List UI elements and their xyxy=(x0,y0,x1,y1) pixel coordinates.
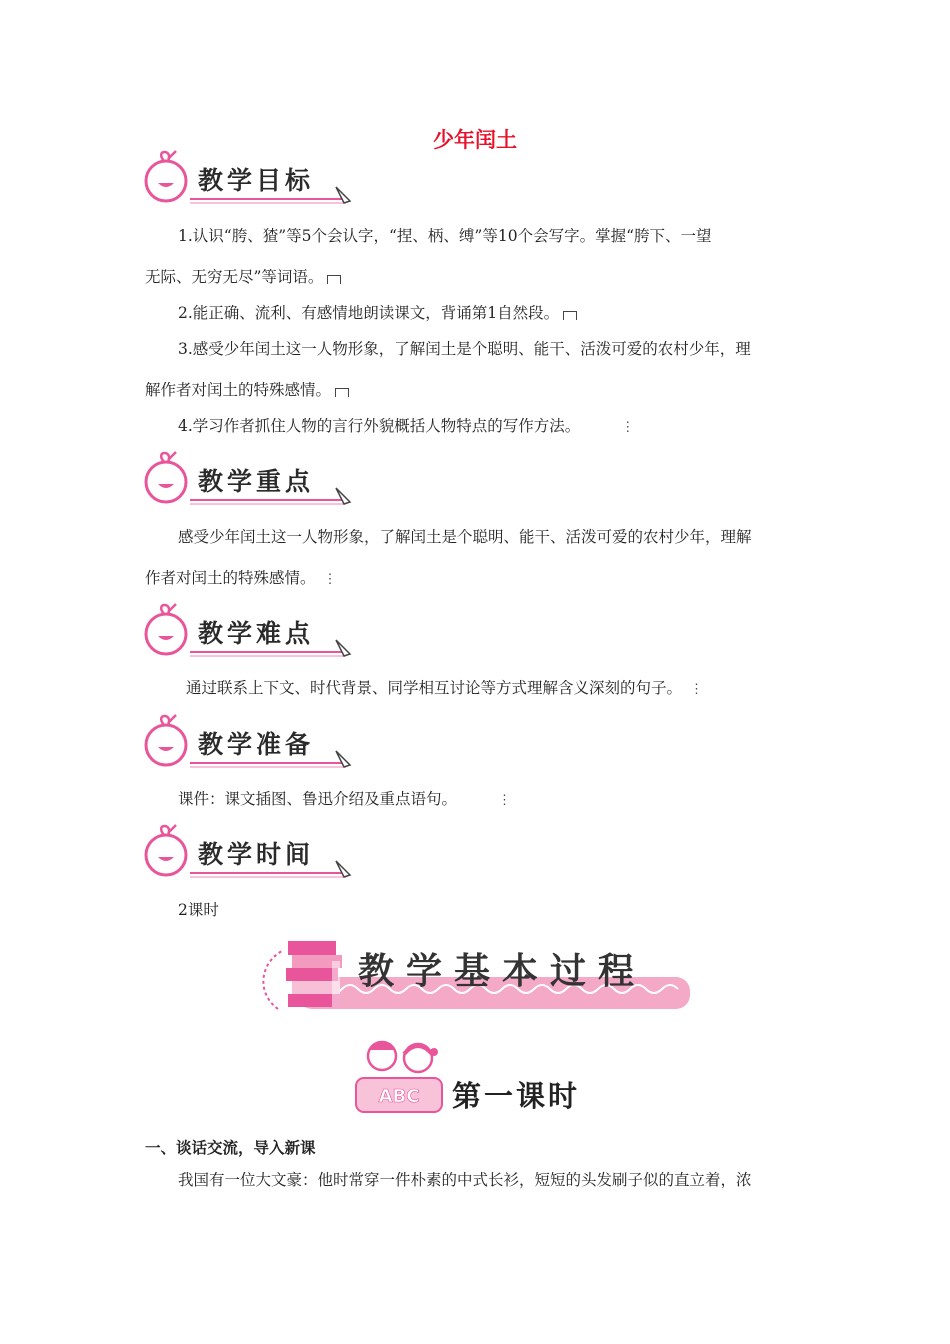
goal-item-2: 2.能正确、流利、有感情地朗读课文，背诵第1自然段。 xyxy=(145,293,809,334)
goal-item-3-cont: 解作者对闰土的特殊感情。 xyxy=(145,370,809,411)
lesson-banner-text: 第一课时 xyxy=(452,1079,581,1113)
process-banner xyxy=(258,933,692,1015)
key-points-line-2: 作者对闰土的特殊感情。 ⋮ xyxy=(145,569,337,587)
page-title: 少年闰土 xyxy=(433,128,517,152)
goal-item-3: 3.感受少年闰土这一人物形象，了解闰土是个聪明、能干、活泼可爱的农村少年，理 xyxy=(178,340,751,358)
section-banner-key-points xyxy=(140,448,362,510)
difficulties-text: 通过联系上下文、时代背景、同学相互讨论等方式理解含义深刻的句子。 ⋮ xyxy=(186,679,704,697)
part1-heading: 一、谈话交流，导入新课 xyxy=(145,1139,316,1157)
abc-label: ABC xyxy=(378,1086,420,1107)
section-banner-goals xyxy=(140,147,362,209)
time-text: 2课时 xyxy=(178,901,219,919)
section-heading: 教学难点 xyxy=(198,619,315,648)
lesson-banner xyxy=(352,1036,602,1116)
goal-item-4: 4.学习作者抓住人物的言行外貌概括人物特点的写作方法。 ⋮ xyxy=(178,417,635,435)
section-heading: 教学时间 xyxy=(198,840,315,869)
goal-item-1-cont: 无际、无穷无尽”等词语。 xyxy=(145,257,809,298)
preparation-text: 课件：课文插图、鲁迅介绍及重点语句。 ⋮ xyxy=(178,790,512,808)
part1-text: 我国有一位大文豪：他时常穿一件朴素的中式长衫，短短的头发刷子似的直立着，浓 xyxy=(178,1171,752,1189)
section-heading: 教学准备 xyxy=(198,730,315,759)
key-points-line-1: 感受少年闰土这一人物形象，了解闰土是个聪明、能干、活泼可爱的农村少年，理解 xyxy=(178,528,752,546)
process-banner-text: 教学基本过程 xyxy=(358,951,647,992)
section-heading: 教学目标 xyxy=(198,166,315,195)
section-banner-preparation xyxy=(140,711,362,773)
section-heading: 教学重点 xyxy=(198,467,315,496)
goal-item-1: 1.认识“胯、猹”等5个会认字，“捏、柄、缚”等10个会写字。掌握“胯下、一望 xyxy=(178,227,712,245)
section-banner-time xyxy=(140,821,362,883)
section-banner-difficulties xyxy=(140,600,362,662)
